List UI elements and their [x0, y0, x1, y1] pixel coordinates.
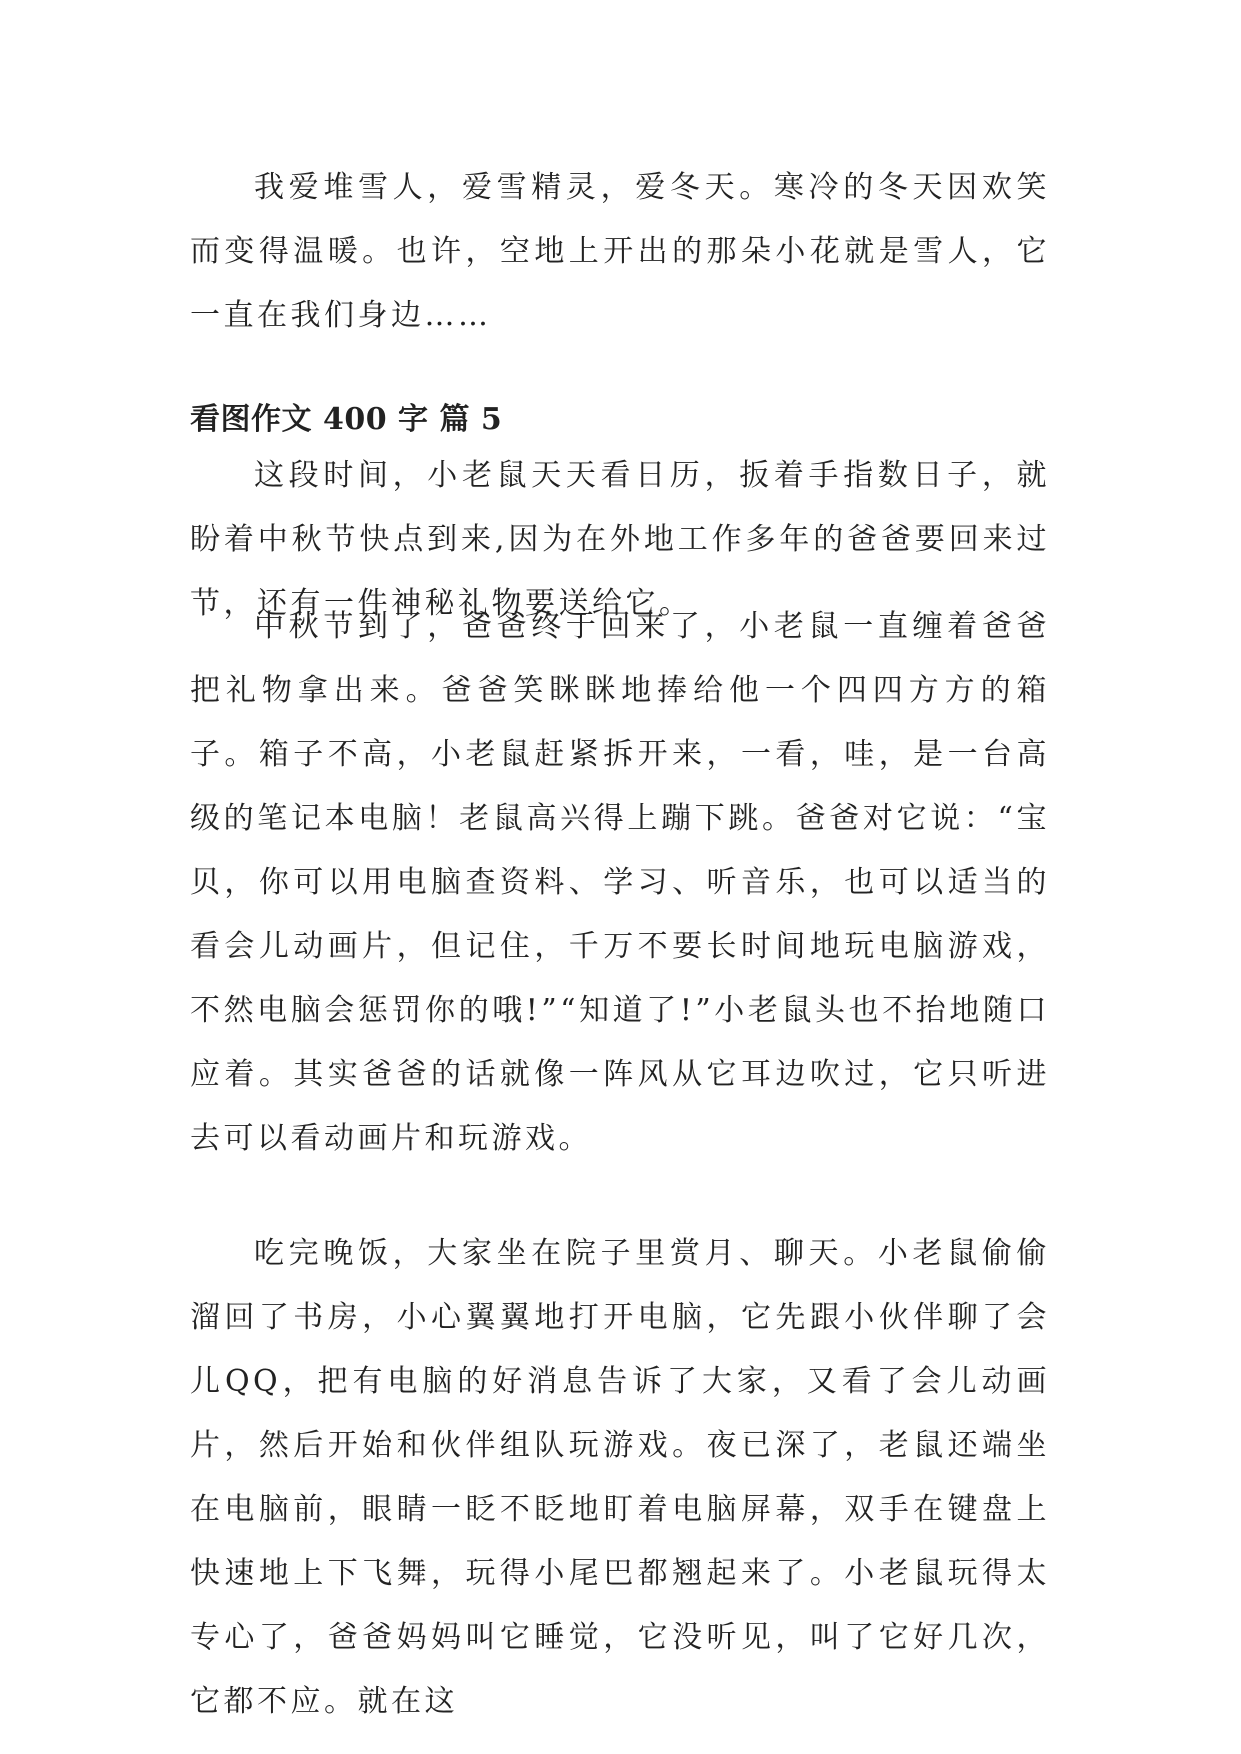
section-heading: 看图作文 400 字 篇 5 — [190, 402, 503, 437]
paragraph: 我爱堆雪人，爱雪精灵，爱冬天。寒冷的冬天因欢笑而变得温暖。也许，空地上开出的那朵小花就是雪人，它一直在我们身边…… — [190, 170, 1050, 333]
paragraph: 吃完晚饭，大家坐在院子里赏月、聊天。小老鼠偷偷溜回了书房，小心翼翼地打开电脑，它先跟小伙伴聊了会儿QQ，把有电脑的好消息告诉了大家，又看了会儿动画片，然后开始和伙伴组队玩游戏。夜已深了，老鼠还端坐在电脑前，眼睛一眨不眨地盯着电脑屏幕，双手在键盘上快速地上下飞舞，玩得小尾巴都翘起来了。小老鼠玩得太专心了，爸爸妈妈叫它睡觉，它没听见，叫了它好几次，它都不应。就在这 — [190, 1236, 1050, 1719]
paragraph: 中秋节到了，爸爸终于回来了，小老鼠一直缠着爸爸把礼物拿出来。爸爸笑眯眯地捧给他一个四四方方的箱子。箱子不高，小老鼠赶紧拆开来，一看，哇，是一台高级的笔记本电脑！老鼠高兴得上蹦下跳。爸爸对它说：“宝贝，你可以用电脑查资料、学习、听音乐，也可以适当的看会儿动画片，但记住，千万不要长时间地玩电脑游戏，不然电脑会惩罚你的哦!”“知道了!”小老鼠头也不抬地随口应着。其实爸爸的话就像一阵风从它耳边吹过，它只听进去可以看动画片和玩游戏。 — [190, 609, 1050, 1156]
paragraph: 这段时间，小老鼠天天看日历，扳着手指数日子，就盼着中秋节快点到来,因为在外地工作多年的爸爸要回来过节，还有一件神秘礼物要送给它。 — [190, 458, 1050, 621]
